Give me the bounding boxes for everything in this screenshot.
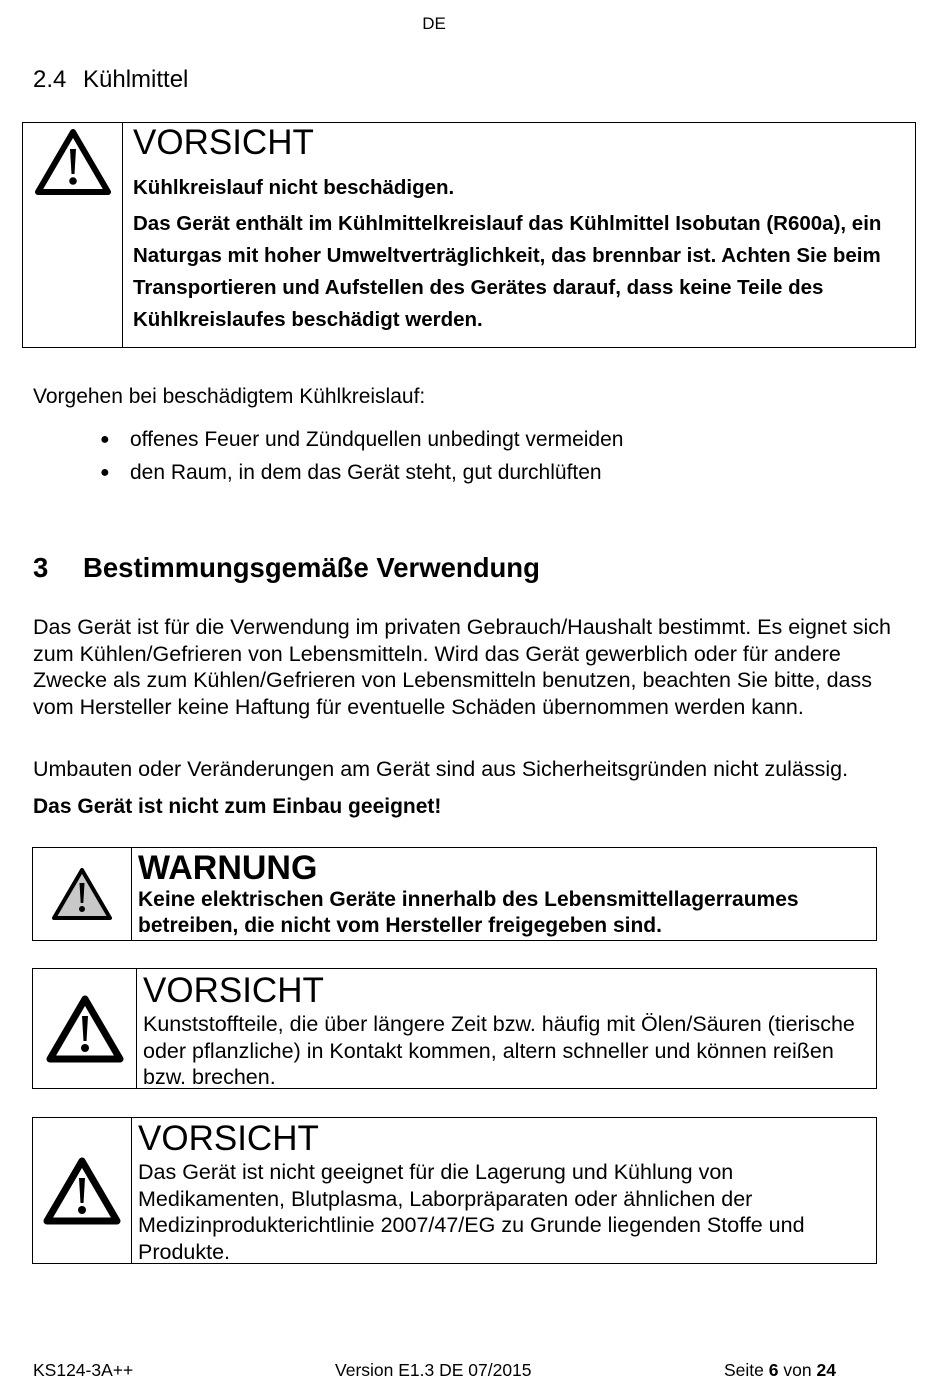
caution-text: Das Gerät ist nicht geeignet für die Lagerung und Kühlung von Medikamenten, Blutplasma, Laborpräparaten oder ähnlichen der Medizinprodukterichtlinie 2007/47/EG zu Grunde liegenden Stoffe und Produkte. [138,1160,805,1264]
list-item [100,456,623,489]
built-in-notice: Das Gerät ist nicht zum Einbau geeignet! [33,795,442,818]
caution-text: Kunststoffteile, die über längere Zeit bzw. häufig mit Ölen/Säuren (tierische oder pflanzliche) in Kontakt kommen, altern schneller und können reißen bzw. brechen. [143,1012,855,1089]
footer-version: Version E1.3 DE 07/2015 [335,1360,532,1380]
icon-cell [23,123,123,347]
section-number: 2.4 [33,66,67,93]
caution-box-plastics [32,968,877,1089]
warning-box-electrical [32,847,877,941]
warning-triangle-icon [46,995,124,1063]
warning-triangle-icon [43,1157,121,1225]
signal-word: VORSICHT [138,1119,319,1158]
signal-word: VORSICHT [143,971,324,1010]
section-title: Bestimmungsgemäße Verwendung [83,552,540,583]
warning-triangle-icon [51,867,113,921]
icon-cell [33,969,137,1088]
icon-cell [33,848,132,940]
warning-text: Keine elektrischen Geräte innerhalb des Lebensmittellagerraumes betreiben, die nicht vom Hersteller freigegeben sind. [138,888,799,937]
language-tag: DE [422,14,446,33]
modification-notice: Umbauten oder Veränderungen am Gerät sind aus Sicherheitsgründen nicht zulässig. [33,757,849,781]
damage-procedure-intro: Vorgehen bei beschädigtem Kühlkreislauf: [33,385,426,408]
caution-subtitle: Kühlkreislauf nicht beschädigen. [133,176,455,199]
section-heading-3 [33,552,540,584]
signal-word: VORSICHT [133,123,314,162]
page-total: 24 [816,1360,836,1380]
bullet-icon: ● [100,430,110,448]
bullet-icon: ● [100,463,110,481]
page-separator: von [783,1360,812,1380]
footer-page-number [724,1360,836,1381]
section-heading-2-4 [33,66,188,94]
signal-word: WARNUNG [138,849,318,887]
list-item-text: offenes Feuer und Zündquellen unbedingt vermeiden [130,427,624,451]
damage-procedure-list [100,423,623,489]
intended-use-paragraph: Das Gerät ist für die Verwendung im privaten Gebrauch/Haushalt bestimmt. Es eignet sich zum Kühlen/Gefrieren von Lebensmitteln. Wird das Gerät gewerblich oder für andere Zwecke als zum Kühlen/Gefrieren von Lebensmitteln benutzen, beachten Sie bitte, dass vom Hersteller keine Haftung für eventuelle Schäden übernommen werden kann. [33,615,892,719]
list-item-text: den Raum, in dem das Gerät steht, gut durchlüften [130,460,602,484]
caution-box-medical [32,1117,877,1264]
warning-triangle-icon [35,129,111,195]
section-number: 3 [33,552,49,583]
section-title: Kühlmittel [83,66,189,93]
caution-text: Das Gerät enthält im Kühlmittelkreislauf das Kühlmittel Isobutan (R600a), ein Naturgas mit hoher Umweltverträglichkeit, das brennbar ist. Achten Sie beim Transportieren und Aufstellen des Gerätes darauf, dass keine Teile des Kühlkreislaufes beschädigt werden. [133,212,882,331]
page-prefix: Seite [724,1360,764,1380]
caution-box-refrigerant [22,122,916,348]
icon-cell [33,1118,132,1263]
page-current: 6 [768,1360,779,1380]
footer-model: KS124-3A++ [33,1360,134,1380]
list-item [100,423,623,456]
